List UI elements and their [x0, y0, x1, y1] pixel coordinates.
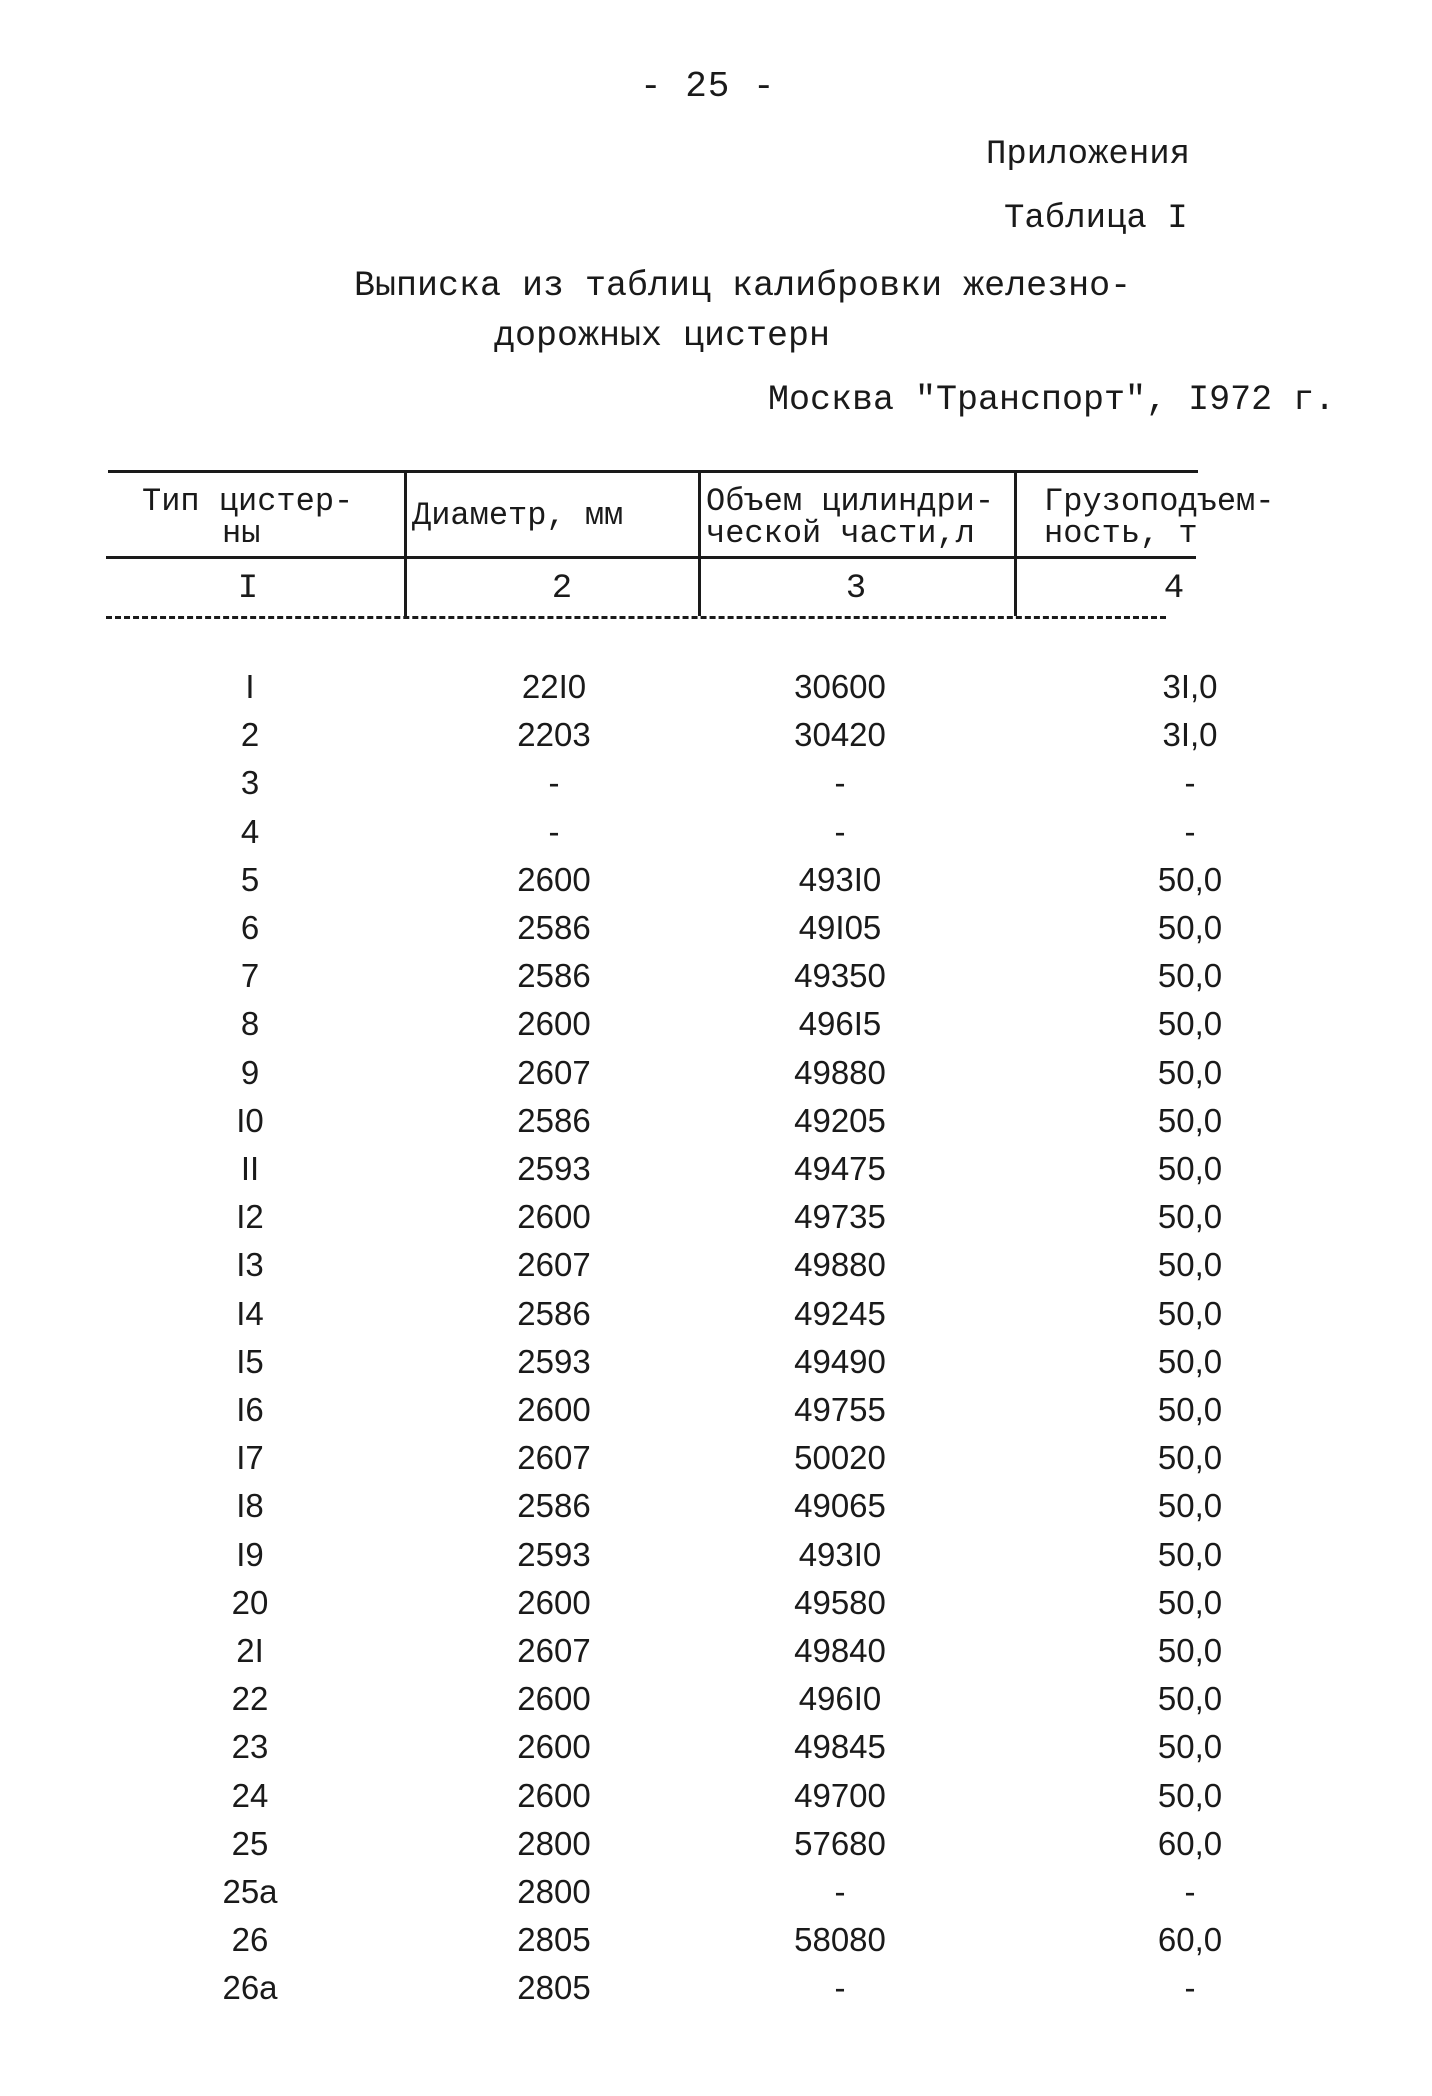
cell-capacity: 50,0 [1157, 1294, 1223, 1332]
cell-capacity: 60,0 [1157, 1824, 1223, 1862]
cell-volume: 30600 [794, 668, 886, 705]
cell-diameter: 2600 [517, 860, 591, 898]
cell-tank-type: 26а [222, 1969, 278, 2007]
table-label: Таблица I [1004, 200, 1188, 238]
cell-capacity: 50,0 [1157, 909, 1223, 946]
table-row [0, 1005, 1432, 1053]
table-row [0, 1198, 1432, 1246]
table-row [0, 1584, 1432, 1632]
cell-tank-type: I [245, 668, 255, 705]
cell-tank-type: I8 [236, 1487, 264, 1525]
cell-capacity: 50,0 [1157, 1101, 1223, 1139]
column-divider-3 [1014, 472, 1017, 616]
table-row [0, 1295, 1432, 1343]
cell-tank-type: 23 [231, 1728, 269, 1766]
cell-diameter: - [548, 812, 560, 850]
cell-tank-type: 2 [240, 716, 260, 754]
cell-capacity: 50,0 [1157, 1198, 1223, 1236]
cell-tank-type: 5 [240, 860, 260, 898]
cell-tank-type: I5 [236, 1342, 264, 1380]
cell-volume: 496I5 [798, 1005, 882, 1043]
table-row [0, 1632, 1432, 1680]
cell-capacity: 50,0 [1157, 1583, 1223, 1621]
cell-diameter: 2600 [517, 1391, 591, 1428]
cell-tank-type: 24 [231, 1776, 269, 1814]
table-row [0, 1969, 1432, 2017]
cell-volume: 58080 [794, 1921, 886, 1959]
cell-capacity: 50,0 [1157, 860, 1223, 898]
cell-diameter: 22I0 [521, 668, 587, 705]
cell-volume: - [834, 812, 846, 850]
table-row [0, 1150, 1432, 1198]
table-row [0, 716, 1432, 764]
cell-volume: 50020 [794, 1439, 886, 1477]
source-citation: Москва "Транспорт", I972 г. [768, 380, 1336, 420]
cell-volume: 49490 [794, 1342, 886, 1380]
cell-volume: - [834, 764, 846, 802]
cell-volume: - [834, 1969, 846, 2007]
cell-tank-type: I0 [236, 1101, 264, 1139]
cell-diameter: 2586 [517, 1487, 591, 1525]
cell-diameter: 2600 [517, 1728, 591, 1766]
header-volume-line1: Объем цилиндри- [706, 483, 995, 520]
table-row [0, 1921, 1432, 1969]
cell-capacity: 50,0 [1157, 1150, 1223, 1187]
cell-diameter: 2800 [517, 1824, 591, 1862]
table-row [0, 1439, 1432, 1487]
cell-tank-type: II [240, 1150, 260, 1187]
table-row [0, 764, 1432, 812]
column-number: 2 [551, 570, 573, 608]
header-capacity-line2: ность, т [1044, 515, 1198, 552]
header-capacity [1044, 483, 1275, 552]
cell-capacity: 50,0 [1157, 1487, 1223, 1525]
cell-diameter: 2805 [517, 1969, 591, 2007]
cell-volume: 49065 [794, 1487, 886, 1525]
appendix-heading: Приложения [986, 136, 1191, 174]
cell-capacity: 60,0 [1157, 1921, 1223, 1959]
table-title-line2: дорожных цистерн [494, 316, 831, 356]
table-row [0, 1536, 1432, 1584]
cell-diameter: 2607 [517, 1053, 591, 1091]
table-row [0, 1343, 1432, 1391]
table-row [0, 909, 1432, 957]
cell-volume: 49880 [794, 1053, 886, 1091]
cell-volume: 57680 [794, 1824, 886, 1862]
cell-volume: 49580 [794, 1583, 886, 1621]
cell-volume: 493I0 [798, 1535, 882, 1573]
table-row [0, 813, 1432, 861]
cell-diameter: 2586 [517, 957, 591, 995]
header-diameter: Диаметр, мм [412, 497, 624, 534]
cell-capacity: - [1184, 764, 1196, 802]
cell-diameter: 2600 [517, 1005, 591, 1043]
table-row [0, 1873, 1432, 1921]
cell-capacity: 50,0 [1157, 1391, 1223, 1428]
cell-capacity: 50,0 [1157, 1005, 1223, 1043]
cell-tank-type: 9 [240, 1053, 260, 1091]
table-title-line1: Выписка из таблиц калибровки железно- [354, 266, 1132, 306]
cell-volume: 496I0 [798, 1680, 882, 1718]
column-number: 3 [845, 570, 867, 608]
cell-tank-type: 6 [240, 909, 260, 946]
cell-tank-type: I3 [236, 1246, 264, 1284]
cell-diameter: 2593 [517, 1150, 591, 1187]
header-capacity-line1: Грузоподъем- [1044, 483, 1275, 520]
cell-diameter: 2607 [517, 1632, 591, 1669]
cell-tank-type: 4 [240, 812, 260, 850]
table-row [0, 1825, 1432, 1873]
cell-tank-type: 7 [240, 957, 260, 995]
cell-capacity: 50,0 [1157, 1632, 1223, 1669]
table-row [0, 1102, 1432, 1150]
table-row [0, 957, 1432, 1005]
table-top-rule [108, 470, 1198, 473]
cell-volume: 49845 [794, 1728, 886, 1766]
cell-tank-type: 8 [240, 1005, 260, 1043]
table-row [0, 1391, 1432, 1439]
cell-tank-type: 20 [231, 1583, 269, 1621]
cell-tank-type: 3 [240, 764, 260, 802]
cell-diameter: 2600 [517, 1776, 591, 1814]
column-divider-1 [404, 472, 407, 616]
cell-capacity: 3I,0 [1162, 716, 1218, 754]
cell-tank-type: 22 [231, 1680, 269, 1718]
cell-volume: - [834, 1873, 846, 1910]
cell-capacity: 50,0 [1157, 1728, 1223, 1766]
cell-capacity: - [1184, 812, 1196, 850]
cell-tank-type: I7 [236, 1439, 264, 1477]
cell-tank-type: 25а [222, 1873, 278, 1910]
cell-diameter: 2600 [517, 1198, 591, 1236]
cell-capacity: 50,0 [1157, 1535, 1223, 1573]
cell-volume: 49700 [794, 1776, 886, 1814]
cell-tank-type: I4 [236, 1294, 264, 1332]
cell-capacity: 50,0 [1157, 957, 1223, 995]
column-number: I [237, 570, 259, 608]
cell-volume: 49880 [794, 1246, 886, 1284]
cell-tank-type: 25 [231, 1824, 269, 1862]
table-row [0, 668, 1432, 716]
cell-diameter: 2607 [517, 1246, 591, 1284]
cell-volume: 30420 [794, 716, 886, 754]
cell-volume: 49245 [794, 1294, 886, 1332]
cell-capacity: 50,0 [1157, 1053, 1223, 1091]
cell-volume: 49755 [794, 1391, 886, 1428]
cell-diameter: 2586 [517, 1101, 591, 1139]
cell-capacity: 50,0 [1157, 1439, 1223, 1477]
cell-tank-type: 26 [231, 1921, 269, 1959]
cell-diameter: 2800 [517, 1873, 591, 1910]
table-row [0, 1246, 1432, 1294]
cell-diameter: 2203 [517, 716, 591, 754]
header-tank-type-line2: ны [222, 515, 261, 552]
cell-diameter: 2600 [517, 1583, 591, 1621]
table-row [0, 861, 1432, 909]
table-row [0, 1487, 1432, 1535]
cell-volume: 493I0 [798, 860, 882, 898]
page-number: - 25 - [640, 66, 776, 107]
cell-diameter: 2586 [517, 909, 591, 946]
cell-volume: 49735 [794, 1198, 886, 1236]
column-divider-2 [698, 472, 701, 616]
column-number: 4 [1163, 570, 1185, 608]
cell-capacity: 50,0 [1157, 1246, 1223, 1284]
cell-volume: 49350 [794, 957, 886, 995]
cell-diameter: 2600 [517, 1680, 591, 1718]
cell-tank-type: 2I [236, 1632, 264, 1669]
cell-volume: 49840 [794, 1632, 886, 1669]
table-row [0, 1777, 1432, 1825]
cell-volume: 49I05 [798, 909, 882, 946]
header-divider-rule [106, 556, 1196, 559]
header-volume-line2: ческой части,л [706, 515, 975, 552]
header-tank-type-line1: Тип цистер- [142, 483, 354, 520]
table-row [0, 1680, 1432, 1728]
cell-diameter: 2805 [517, 1921, 591, 1959]
cell-capacity: 50,0 [1157, 1342, 1223, 1380]
cell-volume: 49205 [794, 1101, 886, 1139]
header-tank-type [142, 483, 354, 552]
cell-capacity: 3I,0 [1162, 668, 1218, 705]
cell-diameter: 2607 [517, 1439, 591, 1477]
cell-diameter: 2586 [517, 1294, 591, 1332]
cell-diameter: 2593 [517, 1342, 591, 1380]
header-volume [706, 483, 995, 552]
cell-capacity: 50,0 [1157, 1680, 1223, 1718]
cell-capacity: 50,0 [1157, 1776, 1223, 1814]
cell-tank-type: I6 [236, 1391, 264, 1428]
cell-tank-type: I9 [236, 1535, 264, 1573]
table-row [0, 1728, 1432, 1776]
cell-capacity: - [1184, 1969, 1196, 2007]
cell-tank-type: I2 [236, 1198, 264, 1236]
cell-capacity: - [1184, 1873, 1196, 1910]
cell-volume: 49475 [794, 1150, 886, 1187]
cell-diameter: 2593 [517, 1535, 591, 1573]
table-row [0, 1054, 1432, 1102]
cell-diameter: - [548, 764, 560, 802]
header-bottom-rule [106, 616, 1166, 619]
